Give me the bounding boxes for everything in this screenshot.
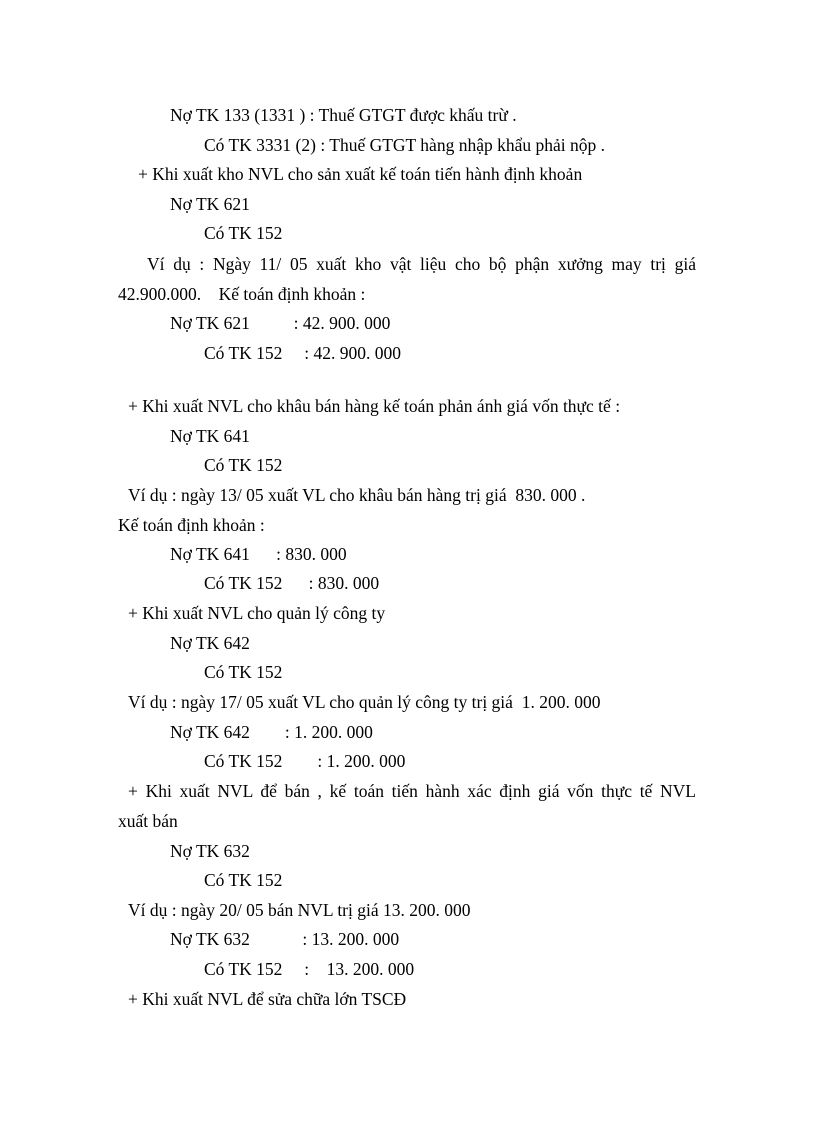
text-line-5: Có TK 152 bbox=[204, 223, 283, 243]
text-line-4: Nợ TK 621 bbox=[170, 194, 250, 214]
text-line-10: + Khi xuất NVL cho khâu bán hàng kế toán phản ánh giá vốn thực tế : bbox=[128, 396, 621, 416]
text-line-3: + Khi xuất kho NVL cho sản xuất kế toán tiến hành định khoản bbox=[138, 164, 583, 184]
text-line-21: Nợ TK 642 : 1. 200. 000 bbox=[170, 722, 373, 742]
text-line-29: Có TK 152 : 13. 200. 000 bbox=[204, 959, 415, 979]
text-line-25: Nợ TK 632 bbox=[170, 841, 250, 861]
text-line-2: Có TK 3331 (2) : Thuế GTGT hàng nhập khẩu phải nộp . bbox=[204, 135, 605, 155]
text-line-30: + Khi xuất NVL để sửa chữa lớn TSCĐ bbox=[128, 989, 407, 1009]
text-line-11: Nợ TK 641 bbox=[170, 426, 250, 446]
text-line-15: Nợ TK 641 : 830. 000 bbox=[170, 544, 347, 564]
text-line-24: xuất bán bbox=[118, 811, 178, 831]
text-line-18: Nợ TK 642 bbox=[170, 633, 250, 653]
text-line-19: Có TK 152 bbox=[204, 662, 283, 682]
text-line-17: + Khi xuất NVL cho quản lý công ty bbox=[128, 603, 386, 623]
text-line-23: + Khi xuất NVL để bán , kế toán tiến hành xác định giá vốn thực tế NVL bbox=[128, 781, 696, 801]
text-line-14: Kế toán định khoản : bbox=[118, 515, 265, 535]
text-line-27: Ví dụ : ngày 20/ 05 bán NVL trị giá 13. 200. 000 bbox=[128, 900, 471, 920]
text-line-12: Có TK 152 bbox=[204, 455, 283, 475]
text-line-28: Nợ TK 632 : 13. 200. 000 bbox=[170, 929, 400, 949]
text-line-9: Có TK 152 : 42. 900. 000 bbox=[204, 343, 402, 363]
text-line-26: Có TK 152 bbox=[204, 870, 283, 890]
text-line-6: Ví dụ : Ngày 11/ 05 xuất kho vật liệu cho bộ phận xưởng may trị giá bbox=[147, 254, 696, 274]
text-line-8: Nợ TK 621 : 42. 900. 000 bbox=[170, 313, 391, 333]
text-line-20: Ví dụ : ngày 17/ 05 xuất VL cho quản lý công ty trị giá 1. 200. 000 bbox=[128, 692, 601, 712]
text-line-16: Có TK 152 : 830. 000 bbox=[204, 573, 380, 593]
text-line-1: Nợ TK 133 (1331 ) : Thuế GTGT được khấu trừ . bbox=[170, 105, 517, 125]
text-line-22: Có TK 152 : 1. 200. 000 bbox=[204, 751, 406, 771]
text-line-7: 42.900.000. Kế toán định khoản : bbox=[118, 284, 366, 304]
text-line-13: Ví dụ : ngày 13/ 05 xuất VL cho khâu bán hàng trị giá 830. 000 . bbox=[128, 485, 586, 505]
